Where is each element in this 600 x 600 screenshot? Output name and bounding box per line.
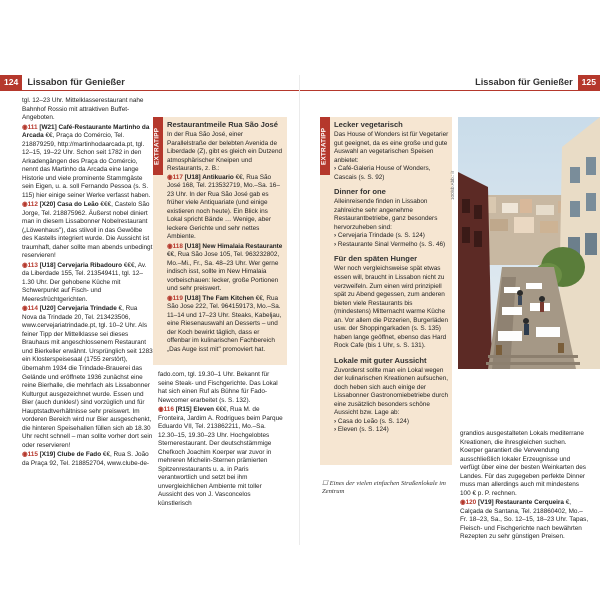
tip-list-item: › Casa do Leão (s. S. 124) xyxy=(334,418,449,427)
listing-name: [V19] Restaurante Cerqueira xyxy=(478,499,564,507)
lisbon-street-photo-image xyxy=(458,117,600,369)
tip-list-item: › Eleven (s. S. 124) xyxy=(334,426,449,435)
tip-text: Zuvorderst sollte man ein Lokal wegen der kulinarischen Kreationen aufsuchen, doch heben sich auch einige der Lissabonner Gastronomiebetriebe durch eine zusätzlich besonders schöne Aussicht bzw. Lage ab: xyxy=(334,366,449,417)
listing-text: €€, Rua S. João da Praça 92, Tel. 218852704, www.clube-de- xyxy=(22,451,150,467)
header-rule-left xyxy=(0,90,300,91)
listing-number: ◉113 xyxy=(22,261,40,269)
street-scene-photo xyxy=(458,117,600,369)
caption-text: Eines der vielen einfachen Straßenlokale im Zentrum xyxy=(322,480,446,496)
tip-list xyxy=(334,418,449,435)
tip-heading: Lokale mit guter Aussicht xyxy=(334,355,427,365)
listing-number: ◉120 xyxy=(460,499,479,507)
listing-number: ◉111 xyxy=(22,123,40,131)
tip-heading: Dinner for one xyxy=(334,187,386,197)
listing-name: [U18] The Fam Kitchen xyxy=(184,294,254,302)
listing-name: [U18] New Himalaia Restaurante xyxy=(184,242,283,250)
photo-caption xyxy=(322,480,452,496)
extratipp-label: EXTRATIPP xyxy=(153,117,163,175)
left-page xyxy=(0,75,300,545)
listing-number: ◉114 xyxy=(22,305,40,313)
right-page xyxy=(300,75,600,545)
listing-name: [X19] Clube de Fado xyxy=(39,451,102,459)
tip-list-item: › Café-Galeria House of Wonders, Cascais (s. S. 92) xyxy=(334,165,449,182)
listing-entry xyxy=(167,174,284,242)
listing-name: [X20] Casa do Leão xyxy=(39,201,99,209)
text-column-1 xyxy=(22,97,153,469)
tip-list xyxy=(334,232,449,249)
listing-name: [R15] Eleven xyxy=(175,406,215,414)
listing-name: [U18] Antikuario xyxy=(184,173,234,181)
caption-marker-icon: ☐ xyxy=(322,480,328,487)
listing-text: €€€, Rua M. de Fronteira, Jardim A. Rodrigues beim Parque Eduardo VII, Tel. 213862211, Mo.–Sa. 12.30–15, 19.30–23 Uhr. Hochgelobtes Sternerestaurant. Der deutschstämmige Chefkoch Joachim Koerper war zuvor in mehreren Michelin-Sternen prämierten Spitzenrestaurants u. a. in Paris verantwortlich und setzt bei ihm unvergleichlichen Ambiente mit toller Aussicht des von J. Vasconcelos künstlerisch xyxy=(158,406,283,507)
tip-text: Wer noch vergleichsweise spät etwas essen will, braucht in Lissabon nicht zu verzweifeln. Zum einen wird prinzipiell spät zu Abend gegessen, zum anderen bieten viele Restaurants bis (mindestens) Mitternacht warme Küche an. Vor allem die Pizzerien, Burgerläden usw. der Shoppingarkaden (s. S. 135) haben lange geöffnet, ebenso das Hard Rock Cafe (bis 1 Uhr, s. S. 131). xyxy=(334,265,449,350)
listing-text: €€€, Av. da Liberdade 155, Tel. 213549411, tgl. 12–1.30 Uhr. Der gehobene Küche mit Schwerpunkt auf Fisch- und Meeresfrüchtgerichten. xyxy=(22,261,147,303)
tip-text: Alleinreisende finden in Lissabon zahlreiche sehr angenehme Restaurantbetriebe, ganz besonders hervorzuheben sind: xyxy=(334,198,438,231)
listing-number: ◉115 xyxy=(22,451,40,459)
listing-text: €, Rua Nova da Trindade 20, Tel. 213423506, www.cervejariatrindade.pt, tgl. 10–2 Uhr. Als feiner Tipp der Mittelklasse sei dieses Brauhaus mit angeschlossenem Restaurant und Bierkeller erwähnt. Ursprünglich seit 1283 ein Klosterspeisesaal (1755 zerstört), übernahm 1934 die Trindade-Brauerei das Gelände und eröffnete 1936 zunächst eine reine Bierhalle, die mehrfach als Lissabonner Kulturgut ausgezeichnet wurde. Essen und Bier (auch dunkles!) sind vorzüglich und für Hauptstadtverhältnisse sehr preiswert. Im vorderen Bereich wird nur Bier ausgeschenkt, die hinteren Speisehallen füllen sich ab 18.30 Uhr recht schnell – man sollte vorher dort sein oder reservieren! xyxy=(22,305,153,449)
listing-text: €, Calçada de Santana, Tel. 218860402, Mo.–Fr. 18–23, Sa., So. 12–15, 18–23 Uhr. Tapas, Fleisch- und Fischgerichte nach bewährten Rezepten zu sehr günstigen Preisen. xyxy=(460,499,589,541)
listing-entry xyxy=(460,499,590,542)
right-page-header xyxy=(300,75,600,90)
column-intro: tgl. 12–23 Uhr. Mittelklasserestaurant nahe Bahnhof Rossio mit attraktiven Buffet-Angeboten. xyxy=(22,97,144,122)
column-intro: fado.com, tgl. 19.30–1 Uhr. Bekannt für seine Steak- und Fischgerichte. Das Lokal hat sich einen Ruf als Bühne für Fado-Newcomer erarbeitet (s. S. 132). xyxy=(158,371,278,404)
extratipp-content xyxy=(334,120,449,435)
photo-credit: 100lsb Abb.: ir xyxy=(450,170,455,200)
listing-name: [U18] Cervejaria Ribadouro xyxy=(39,261,123,269)
extratipp-content xyxy=(167,120,284,356)
tip-heading: Für den späten Hunger xyxy=(334,254,418,264)
listing-entry xyxy=(22,201,153,261)
listing-entry xyxy=(22,124,153,201)
left-page-header xyxy=(0,75,300,90)
tip-intro: In der Rua São José, einer Parallelstraße der belebten Avenida de Liberdade (Z), gibt es gleich ein Dutzend atmosphärischer Kneipen und Restaurants, z. B.: xyxy=(167,131,283,173)
listing-number: ◉118 xyxy=(167,242,185,250)
tip-list-item: › Cervejaria Trindade (s. S. 124) xyxy=(334,232,449,241)
listing-entry xyxy=(167,295,284,355)
listing-text: €€, Rua São José 168, Tel. 213532719, Mo.–Sa. 16–23 Uhr. In der Rua São José gab es früher viele Antiquariate (und einige existieren noch heute). Ein Blick ins Lokal spricht Bände … Wenige, aber leckere Gerichte und sehr nettes Ambiente. xyxy=(167,173,280,241)
tip-text: Das House of Wonders ist für Vegetarier gut geeignet, da es eine große und gute Auswahl an vegetarischen Speisen anbietet: xyxy=(334,131,449,164)
text-column-2 xyxy=(158,371,283,509)
listing-name: [W21] Café-Restaurante Martinho da Arcada xyxy=(22,123,150,140)
listing-number: ◉112 xyxy=(22,201,40,209)
listing-entry xyxy=(22,262,153,305)
listing-number: ◉116 xyxy=(158,406,176,414)
extratipp-box-right xyxy=(320,117,452,465)
listing-entry xyxy=(158,406,283,508)
tip-heading: Lecker vegetarisch xyxy=(334,120,403,129)
tip-list xyxy=(334,165,449,182)
running-title-left: Lissabon für Genießer xyxy=(27,77,125,88)
listing-entry xyxy=(22,305,153,450)
page-number-right: 125 xyxy=(578,75,600,90)
tip-list-item: › Restaurante Sinal Vermelho (s. S. 46) xyxy=(334,241,449,250)
page-number-left: 124 xyxy=(0,75,22,90)
listing-number: ◉119 xyxy=(167,294,185,302)
listing-text: €€, Rua São Jose 222, Tel. 964159173, Mo.–Sa. 11–14 und 17–23 Uhr. Steaks, Kabeljau, eine Riesenauswahl an Desserts – und der Koch bewirkt täglich, dass er offenbar im kulinarischen Fachbereich „Das Auge isst mit" promoviert hat. xyxy=(167,294,282,353)
extratipp-box-left xyxy=(153,117,287,365)
text-column-4 xyxy=(460,430,590,543)
tip-heading: Restaurantmeile Rua São José xyxy=(167,120,278,129)
listing-text: €€€, Castelo São Jorge, Tel. 218875962. Äußerst nobel diniert man in diesem Lissabonner Nobelrestaurant („Löwenhaus"), das stilvoll in das Gewölbe des Kastells integriert wurde. Die Aussicht ist traumhaft, daher sollte man abends unbedingt reservieren! xyxy=(22,201,153,260)
column-intro: grandios ausgestalteten Lokals mediterrane Kreationen, die ihresgleichen suchen. Koerper garantiert die Verwendung ausschließlich lokaler Erzeugnisse und verfügt über eine der besten Weinkarten des Landes. Für das zugegeben perfekte Dinner muss man allerdings auch mit mindestens 100 € p. P. rechnen. xyxy=(460,430,586,497)
listing-text: €€, Rua São Jose 105, Tel. 963232802, Mo.–Mi., Fr., Sa. 48–23 Uhr. Wer gerne indisch isst, sollte im New Himalaia vorbeischauen: lecker, große Portionen und sehr preiswert. xyxy=(167,251,280,293)
listing-name: [U20] Cervejaria Trindade xyxy=(39,305,117,313)
running-title-right: Lissabon für Genießer xyxy=(475,77,573,88)
listing-number: ◉117 xyxy=(167,173,185,181)
listing-text: €€, Praça do Comércio, Tel. 218879259, http://martinhodaarcada.pt, tgl. 12–15, 19–22 Uhr. Schon seit 1782 in den Arkadengängen des Praça do Comércio, nennt das Martinho da Arcada eine lange Historie und viele prominente Stammgäste sein Eigen, u. a. soll Fernando Pessoa (s. S. 115) hier einige seiner Werke verfasst haben. xyxy=(22,132,151,199)
header-rule-right xyxy=(300,90,600,91)
listing-entry xyxy=(167,243,284,294)
listing-entry xyxy=(22,451,153,468)
extratipp-label: EXTRATIPP xyxy=(320,117,330,175)
